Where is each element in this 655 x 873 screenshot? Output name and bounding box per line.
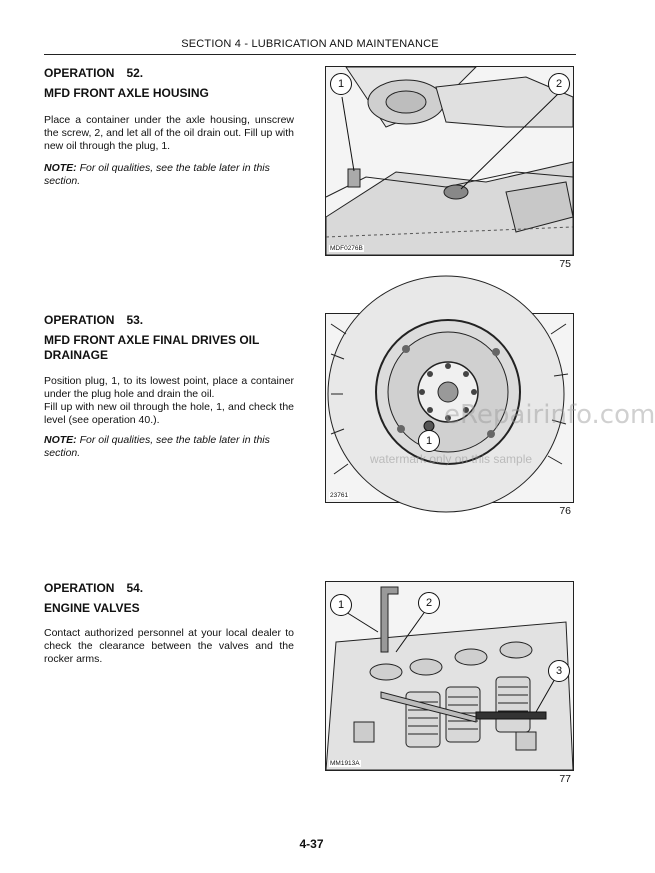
figure-77-engine-valves: [325, 581, 574, 771]
operation-53-heading: [44, 313, 143, 327]
callout-2: 2: [418, 592, 440, 614]
figure-76-number: 76: [559, 505, 571, 517]
operation-number: 54.: [126, 581, 144, 595]
figure-code: 23761: [330, 492, 349, 499]
operation-53-body: Position plug, 1, to its lowest point, place a container under the plug hole and drain the oil. Fill up with new oil through the hole, 1, and check the level (see operation 40.).: [44, 375, 294, 426]
note-text: For oil qualities, see the table later in this section.: [44, 162, 270, 187]
callout-3: 3: [548, 660, 570, 682]
operation-54-body: Contact authorized personnel at your local dealer to check the clearance between the valves and the rocker arms.: [44, 627, 294, 665]
operation-52-note: [44, 162, 294, 188]
page-number: 4-37: [299, 837, 324, 851]
engine-valves-illustration: [326, 582, 573, 770]
operation-label: OPERATION: [44, 66, 115, 80]
operation-54-heading: [44, 581, 143, 595]
figure-75-number: 75: [559, 258, 571, 270]
callout-1: 1: [330, 73, 352, 95]
figure-code: MM1913A: [330, 760, 360, 767]
watermark-subtext: watermark only on this sample: [370, 452, 533, 466]
callout-1: 1: [418, 430, 440, 452]
operation-label: OPERATION: [44, 313, 115, 327]
figure-code: MDF0276B: [330, 245, 363, 252]
operation-52-heading: [44, 66, 143, 80]
note-text: For oil qualities, see the table later in this section.: [44, 434, 270, 459]
note-label: NOTE:: [44, 434, 77, 446]
operation-53-note: [44, 434, 294, 460]
operation-52-body: Place a container under the axle housing, unscrew the screw, 2, and let all of the oil drain out. Fill up with new oil through the plug, 1.: [44, 114, 294, 152]
operation-53-title: MFD FRONT AXLE FINAL DRIVES OIL DRAINAGE: [44, 333, 260, 362]
watermark-text: eRepairinfo.com: [444, 400, 655, 430]
callout-1: 1: [330, 594, 352, 616]
operation-number: 52.: [126, 66, 144, 80]
operation-label: OPERATION: [44, 581, 115, 595]
section-header: SECTION 4 - LUBRICATION AND MAINTENANCE: [44, 38, 576, 55]
callout-2: 2: [548, 73, 570, 95]
axle-housing-illustration: [326, 67, 573, 255]
note-label: NOTE:: [44, 162, 77, 174]
operation-54-title: ENGINE VALVES: [44, 601, 140, 615]
operation-number: 53.: [126, 313, 144, 327]
operation-52-title: MFD FRONT AXLE HOUSING: [44, 86, 209, 100]
figure-75-axle-housing: [325, 66, 574, 256]
figure-77-number: 77: [559, 773, 571, 785]
